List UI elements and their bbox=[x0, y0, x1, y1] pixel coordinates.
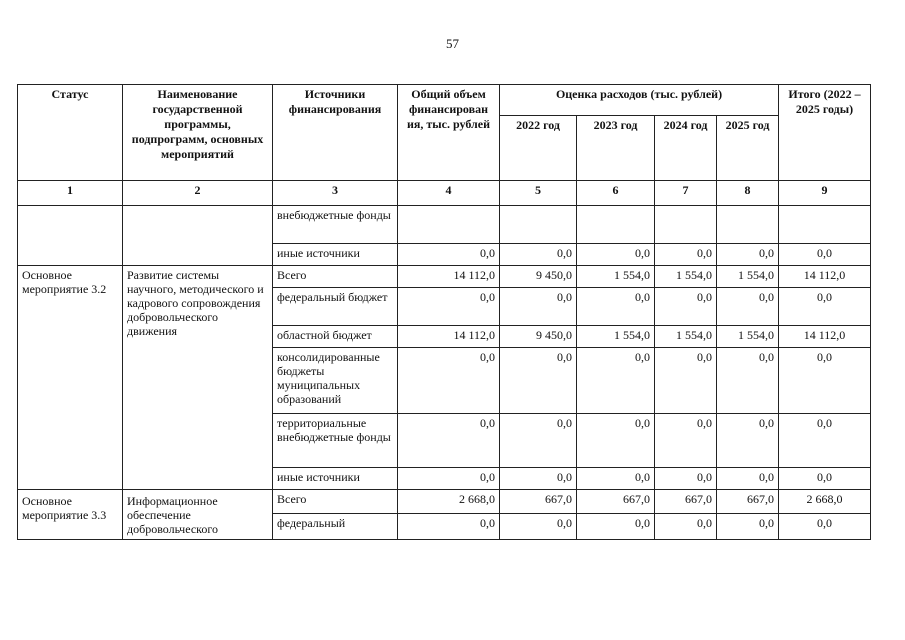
column-number: 2 bbox=[123, 181, 273, 206]
table-row bbox=[18, 266, 871, 288]
header-status: Статус bbox=[18, 85, 123, 181]
value-cell: 14 112,0 bbox=[398, 326, 500, 348]
value-cell: 14 112,0 bbox=[779, 326, 871, 348]
source-cell: территориальные внебюджетные фонды bbox=[273, 414, 398, 468]
value-cell: 667,0 bbox=[500, 490, 577, 514]
budget-table bbox=[17, 84, 871, 540]
column-number-row bbox=[18, 181, 871, 206]
value-cell: 0,0 bbox=[398, 414, 500, 468]
value-cell bbox=[500, 206, 577, 244]
value-cell: 1 554,0 bbox=[717, 326, 779, 348]
value-cell: 0,0 bbox=[717, 288, 779, 326]
value-cell: 0,0 bbox=[500, 244, 577, 266]
value-cell: 667,0 bbox=[577, 490, 655, 514]
value-cell: 0,0 bbox=[655, 244, 717, 266]
header-name: Наименование государственной программы, подпрограмм, основных мероприятий bbox=[123, 85, 273, 181]
value-cell: 14 112,0 bbox=[398, 266, 500, 288]
value-cell: 0,0 bbox=[779, 244, 871, 266]
value-cell: 0,0 bbox=[717, 414, 779, 468]
value-cell: 9 450,0 bbox=[500, 266, 577, 288]
value-cell: 0,0 bbox=[779, 514, 871, 540]
header-year-2024: 2024 год bbox=[655, 116, 717, 181]
value-cell: 1 554,0 bbox=[655, 266, 717, 288]
column-number: 9 bbox=[779, 181, 871, 206]
value-cell: 2 668,0 bbox=[398, 490, 500, 514]
value-cell: 0,0 bbox=[655, 414, 717, 468]
value-cell: 0,0 bbox=[577, 414, 655, 468]
value-cell bbox=[779, 206, 871, 244]
table-row bbox=[18, 490, 871, 514]
value-cell: 0,0 bbox=[398, 288, 500, 326]
column-number: 5 bbox=[500, 181, 577, 206]
source-cell: иные источники bbox=[273, 468, 398, 490]
column-number: 8 bbox=[717, 181, 779, 206]
status-cell bbox=[18, 206, 123, 266]
value-cell: 0,0 bbox=[398, 244, 500, 266]
source-cell: федеральный bbox=[273, 514, 398, 540]
value-cell: 0,0 bbox=[398, 468, 500, 490]
value-cell: 0,0 bbox=[398, 348, 500, 414]
value-cell: 0,0 bbox=[398, 514, 500, 540]
value-cell bbox=[655, 206, 717, 244]
header-year-2025: 2025 год bbox=[717, 116, 779, 181]
source-cell: Всего bbox=[273, 266, 398, 288]
value-cell: 9 450,0 bbox=[500, 326, 577, 348]
value-cell: 0,0 bbox=[717, 348, 779, 414]
header-total-volume: Общий объем финансирован ия, тыс. рублей bbox=[398, 85, 500, 181]
value-cell: 0,0 bbox=[655, 514, 717, 540]
value-cell: 0,0 bbox=[717, 244, 779, 266]
value-cell: 2 668,0 bbox=[779, 490, 871, 514]
value-cell bbox=[577, 206, 655, 244]
column-number: 3 bbox=[273, 181, 398, 206]
value-cell: 0,0 bbox=[779, 348, 871, 414]
status-cell: Основное мероприятие 3.3 bbox=[18, 490, 123, 540]
name-cell: Развитие системы научного, методического и кадрового сопровождения добровольческого движения bbox=[123, 266, 273, 490]
value-cell: 0,0 bbox=[655, 468, 717, 490]
value-cell: 14 112,0 bbox=[779, 266, 871, 288]
value-cell: 0,0 bbox=[779, 414, 871, 468]
name-cell bbox=[123, 206, 273, 266]
value-cell: 0,0 bbox=[717, 468, 779, 490]
header-year-2023: 2023 год bbox=[577, 116, 655, 181]
value-cell bbox=[717, 206, 779, 244]
column-number: 7 bbox=[655, 181, 717, 206]
source-cell: областной бюджет bbox=[273, 326, 398, 348]
value-cell: 0,0 bbox=[779, 288, 871, 326]
source-cell: консолидированные бюджеты муниципальных образований bbox=[273, 348, 398, 414]
value-cell: 0,0 bbox=[500, 348, 577, 414]
header-total: Итого (2022 – 2025 годы) bbox=[779, 85, 871, 181]
header-estimate: Оценка расходов (тыс. рублей) bbox=[500, 85, 779, 116]
value-cell: 0,0 bbox=[577, 468, 655, 490]
value-cell: 0,0 bbox=[655, 348, 717, 414]
value-cell: 667,0 bbox=[655, 490, 717, 514]
value-cell: 1 554,0 bbox=[577, 266, 655, 288]
value-cell: 0,0 bbox=[655, 288, 717, 326]
value-cell: 1 554,0 bbox=[655, 326, 717, 348]
value-cell: 0,0 bbox=[500, 514, 577, 540]
table-row bbox=[18, 206, 871, 244]
source-cell: внебюджетные фонды bbox=[273, 206, 398, 244]
status-cell: Основное мероприятие 3.2 bbox=[18, 266, 123, 490]
page-number: 57 bbox=[446, 36, 459, 51]
header-sources: Источники финансирования bbox=[273, 85, 398, 181]
value-cell: 0,0 bbox=[577, 288, 655, 326]
value-cell: 0,0 bbox=[500, 468, 577, 490]
value-cell: 0,0 bbox=[577, 348, 655, 414]
value-cell: 0,0 bbox=[500, 288, 577, 326]
column-number: 1 bbox=[18, 181, 123, 206]
value-cell: 1 554,0 bbox=[717, 266, 779, 288]
value-cell: 0,0 bbox=[577, 244, 655, 266]
value-cell: 0,0 bbox=[717, 514, 779, 540]
value-cell: 0,0 bbox=[577, 514, 655, 540]
column-number: 4 bbox=[398, 181, 500, 206]
value-cell: 0,0 bbox=[500, 414, 577, 468]
value-cell: 667,0 bbox=[717, 490, 779, 514]
header-year-2022: 2022 год bbox=[500, 116, 577, 181]
source-cell: Всего bbox=[273, 490, 398, 514]
source-cell: федеральный бюджет bbox=[273, 288, 398, 326]
value-cell: 1 554,0 bbox=[577, 326, 655, 348]
value-cell bbox=[398, 206, 500, 244]
source-cell: иные источники bbox=[273, 244, 398, 266]
value-cell: 0,0 bbox=[779, 468, 871, 490]
column-number: 6 bbox=[577, 181, 655, 206]
name-cell: Информационное обеспечение добровольческого bbox=[123, 490, 273, 540]
